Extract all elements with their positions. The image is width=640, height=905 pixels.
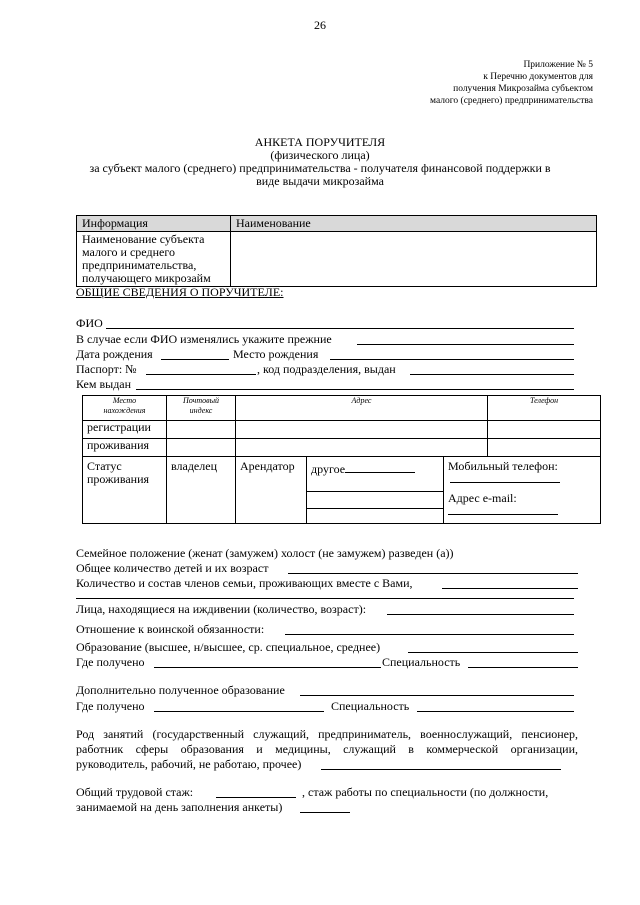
prev-fio-field[interactable]: [357, 344, 574, 345]
issued-by-label: Кем выдан: [76, 377, 132, 391]
fio-field[interactable]: [106, 328, 574, 329]
appendix-line-2: к Перечню документов для: [483, 72, 593, 82]
form-purpose-line-1: за субъект малого (среднего) предпринимательства - получателя финансовой поддержки в: [89, 161, 551, 175]
division-code-field[interactable]: [410, 374, 574, 375]
postal-col-header: Почтовый индекс: [167, 396, 236, 421]
mobile-phone-field[interactable]: [450, 478, 560, 483]
address-col-header: Адрес: [236, 396, 488, 421]
residence-phone-field[interactable]: [488, 439, 601, 457]
education-field[interactable]: [408, 652, 578, 653]
marital-status-label[interactable]: Семейное положение (женат (замужем) холост (не замужем) разведен (а)): [76, 546, 454, 560]
phone-col-header: Телефон: [488, 396, 601, 421]
registration-postal-field[interactable]: [167, 421, 236, 439]
birth-date-label: Дата рождения: [76, 347, 153, 361]
form-purpose-line-2: виде выдачи микрозайма: [256, 174, 384, 188]
children-label: Общее количество детей и их возраст: [76, 561, 269, 575]
mobile-phone-label: Мобильный телефон:: [448, 459, 558, 473]
form-subtitle: (физического лица): [270, 148, 370, 162]
registration-phone-field[interactable]: [488, 421, 601, 439]
dependents-field[interactable]: [387, 614, 574, 615]
sme-name-field[interactable]: [231, 232, 597, 287]
sme-name-label: Наименование субъекта малого и среднего предпринимательства, получающего микрозайм: [77, 232, 231, 287]
occupation-line-2: работник сферы образования и медицины, служащий в коммерческой организации,: [76, 742, 578, 756]
birth-place-field[interactable]: [330, 359, 574, 360]
status-other-option[interactable]: другое: [307, 457, 444, 524]
dependents-label: Лица, находящиеся на иждивении (количество, возраст):: [76, 602, 367, 616]
total-experience-field[interactable]: [216, 797, 296, 798]
fio-label: ФИО: [76, 316, 103, 330]
education-where-field[interactable]: [154, 667, 381, 668]
household-label: Количество и состав членов семьи, проживающих вместе с Вами,: [76, 576, 413, 590]
military-field[interactable]: [285, 634, 574, 635]
passport-number-field[interactable]: [146, 374, 256, 375]
extra-where-field[interactable]: [154, 711, 324, 712]
appendix-line-1: Приложение № 5: [523, 60, 593, 70]
form-title: АНКЕТА ПОРУЧИТЕЛЯ: [254, 135, 386, 149]
prev-fio-label: В случае если ФИО изменялись укажите прежние: [76, 332, 332, 346]
military-label: Отношение к воинской обязанности:: [76, 622, 265, 636]
status-owner-option[interactable]: владелец: [167, 457, 236, 524]
specialty-label: Специальность: [382, 655, 461, 669]
children-field[interactable]: [288, 573, 578, 574]
issued-by-field[interactable]: [136, 389, 574, 390]
extra-specialty-field[interactable]: [417, 711, 574, 712]
appendix-line-3: получения Микрозайма субъектом: [453, 84, 593, 94]
residence-postal-field[interactable]: [167, 439, 236, 457]
residence-status-label: Статус проживания: [83, 457, 167, 524]
extra-specialty-label: Специальность: [331, 699, 410, 713]
info-table: [76, 215, 597, 287]
extra-where-label: Где получено: [76, 699, 145, 713]
section-general-heading: ОБЩИЕ СВЕДЕНИЯ О ПОРУЧИТЕЛЕ:: [76, 285, 284, 299]
specialty-experience-field[interactable]: [300, 812, 350, 813]
occupation-field[interactable]: [321, 769, 561, 770]
birth-place-label: Место рождения: [233, 347, 319, 361]
status-tenant-option[interactable]: Арендатор: [236, 457, 307, 524]
specialty-experience-label: , стаж работы по специальности (по должности,: [302, 785, 549, 799]
specialty-experience-label-2: занимаемой на день заполнения анкеты): [76, 800, 283, 814]
household-field-1[interactable]: [442, 588, 578, 589]
division-code-label: , код подразделения, выдан: [257, 362, 396, 376]
name-col-header: Наименование: [231, 216, 597, 232]
passport-label: Паспорт: №: [76, 362, 137, 376]
occupation-line-3: руководитель, рабочий, не работаю, прочее): [76, 757, 302, 771]
page-number: 26: [314, 18, 326, 32]
education-label: Образование (высшее, н/высшее, ср. специальное, среднее): [76, 640, 381, 654]
appendix-line-4: малого (среднего) предпринимательства: [430, 96, 593, 106]
residence-row-label: проживания: [83, 439, 167, 457]
occupation-line-1: Род занятий (государственный служащий, предприниматель, военнослужащий, пенсионер,: [76, 727, 578, 741]
contacts-cell: [444, 457, 601, 524]
specialty-field[interactable]: [468, 667, 578, 668]
registration-address-field[interactable]: [236, 421, 488, 439]
household-field-2[interactable]: [76, 598, 574, 599]
registration-row-label: регистрации: [83, 421, 167, 439]
address-table: [82, 395, 601, 524]
location-col-header: Место нахождения: [83, 396, 167, 421]
extra-education-label: Дополнительно полученное образование: [76, 683, 285, 697]
email-field[interactable]: [448, 508, 558, 515]
info-col-header: Информация: [77, 216, 231, 232]
residence-address-field[interactable]: [236, 439, 488, 457]
extra-education-field[interactable]: [300, 695, 574, 696]
total-experience-label: Общий трудовой стаж:: [76, 785, 194, 799]
education-where-label: Где получено: [76, 655, 145, 669]
email-label: Адрес e-mail:: [448, 491, 517, 505]
birth-date-field[interactable]: [161, 359, 229, 360]
